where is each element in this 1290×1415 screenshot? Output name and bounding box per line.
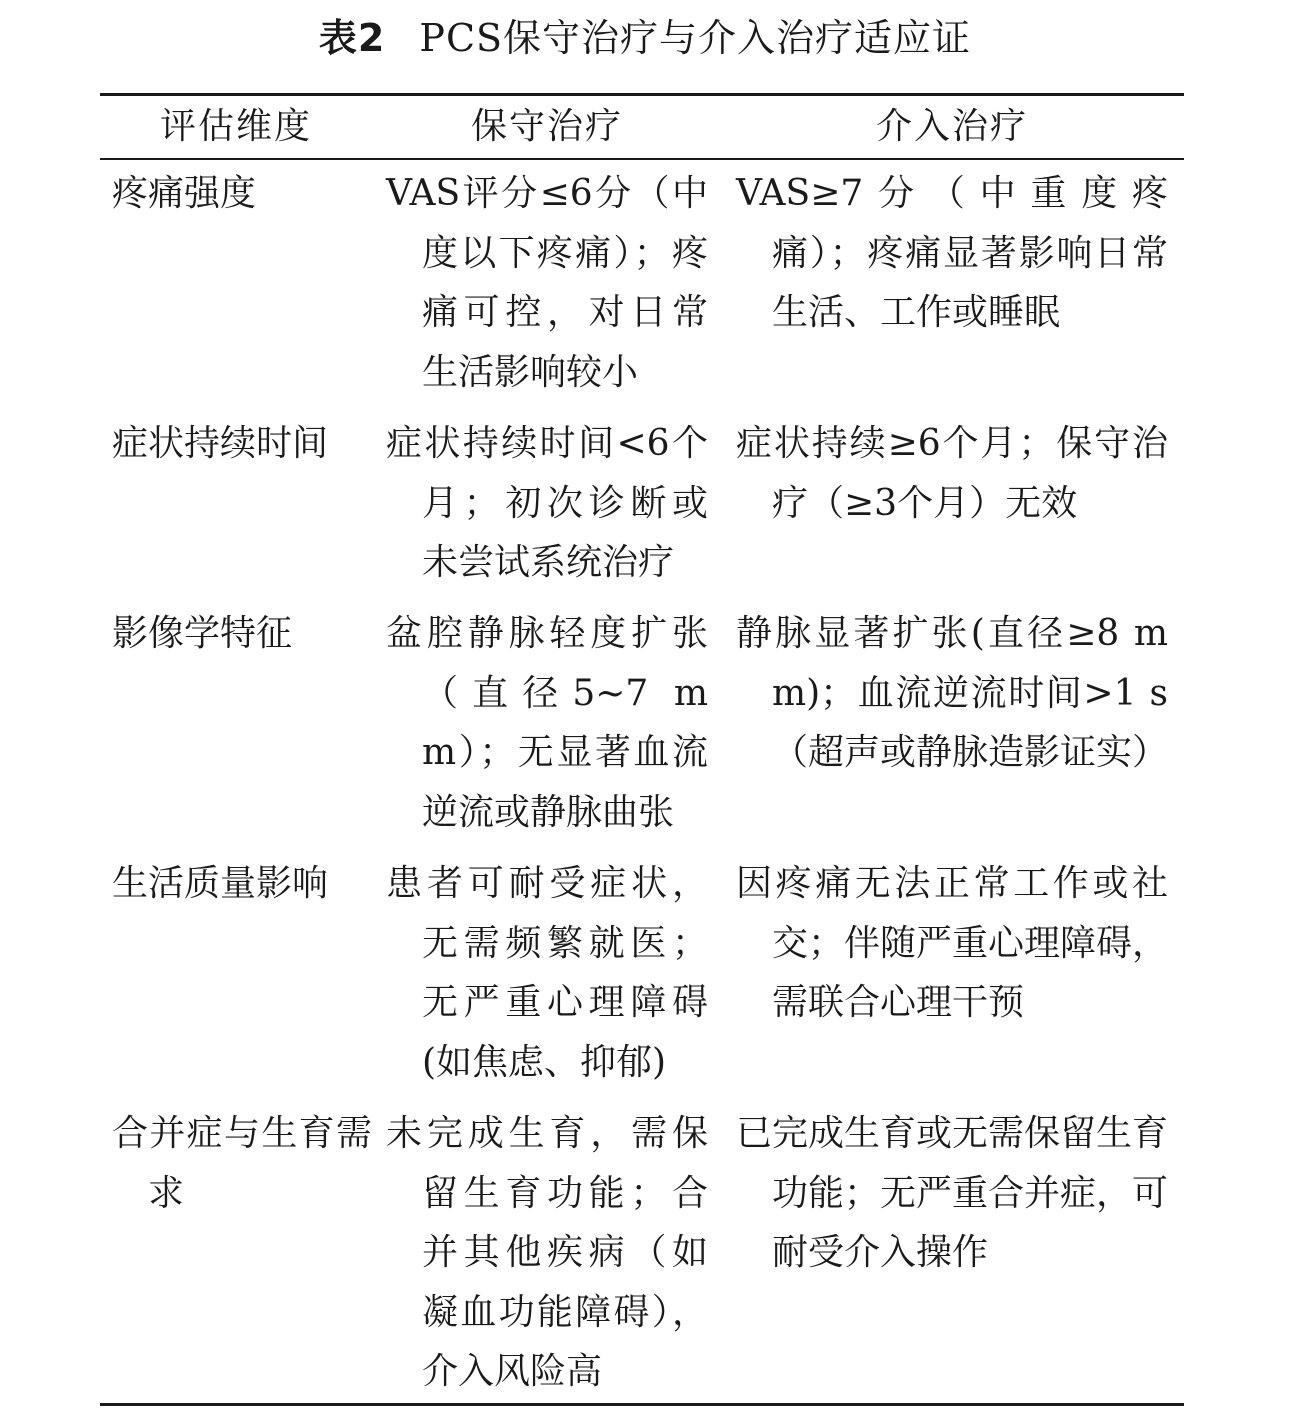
row-2-conservative: 症状持续时间<6个月；初次诊断或未尝试系统治疗 xyxy=(386,423,708,583)
row-3-conservative: 盆腔静脉轻度扩张（直径5~7 mm）；无显著血流逆流或静脉曲张 xyxy=(386,613,708,833)
row-1-dimension: 疼痛强度 xyxy=(112,173,257,214)
table-caption xyxy=(0,10,1290,66)
row-1-conservative: VAS评分≤6分（中度以下疼痛）；疼痛可控，对日常生活影响较小 xyxy=(386,173,708,393)
column-header-dimension: 评估维度 xyxy=(159,106,312,147)
row-4-conservative: 患者可耐受症状，无需频繁就医；无严重心理障碍(如焦虑、抑郁) xyxy=(386,863,708,1083)
column-header-interventional: 介入治疗 xyxy=(875,106,1028,147)
table-top-rule xyxy=(100,93,1184,96)
table-number: 表2 xyxy=(318,16,386,60)
table-bottom-rule xyxy=(100,1403,1184,1406)
row-3-dimension: 影像学特征 xyxy=(112,613,293,654)
table-header-rule xyxy=(100,158,1184,160)
row-2-dimension: 症状持续时间 xyxy=(112,423,329,464)
row-2-interventional: 症状持续≥6个月；保守治疗（≥3个月）无效 xyxy=(736,423,1168,524)
row-5-interventional: 已完成生育或无需保留生育功能；无严重合并症，可耐受介入操作 xyxy=(736,1113,1169,1273)
row-4-dimension: 生活质量影响 xyxy=(112,863,329,904)
row-4-interventional: 因疼痛无法正常工作或社交；伴随严重心理障碍，需联合心理干预 xyxy=(736,863,1169,1023)
column-header-conservative: 保守治疗 xyxy=(470,106,623,147)
row-1-interventional: VAS≥7分（中重度疼痛）；疼痛显著影响日常生活、工作或睡眠 xyxy=(736,173,1168,333)
row-3-interventional: 静脉显著扩张(直径≥8 mm)；血流逆流时间>1 s（超声或静脉造影证实） xyxy=(736,613,1169,773)
row-5-conservative: 未完成生育，需保留生育功能；合并其他疾病（如凝血功能障碍），介入风险高 xyxy=(386,1113,708,1392)
table-title: PCS保守治疗与介入治疗适应证 xyxy=(419,16,972,60)
row-5-dimension: 合并症与生育需求 xyxy=(112,1113,372,1214)
